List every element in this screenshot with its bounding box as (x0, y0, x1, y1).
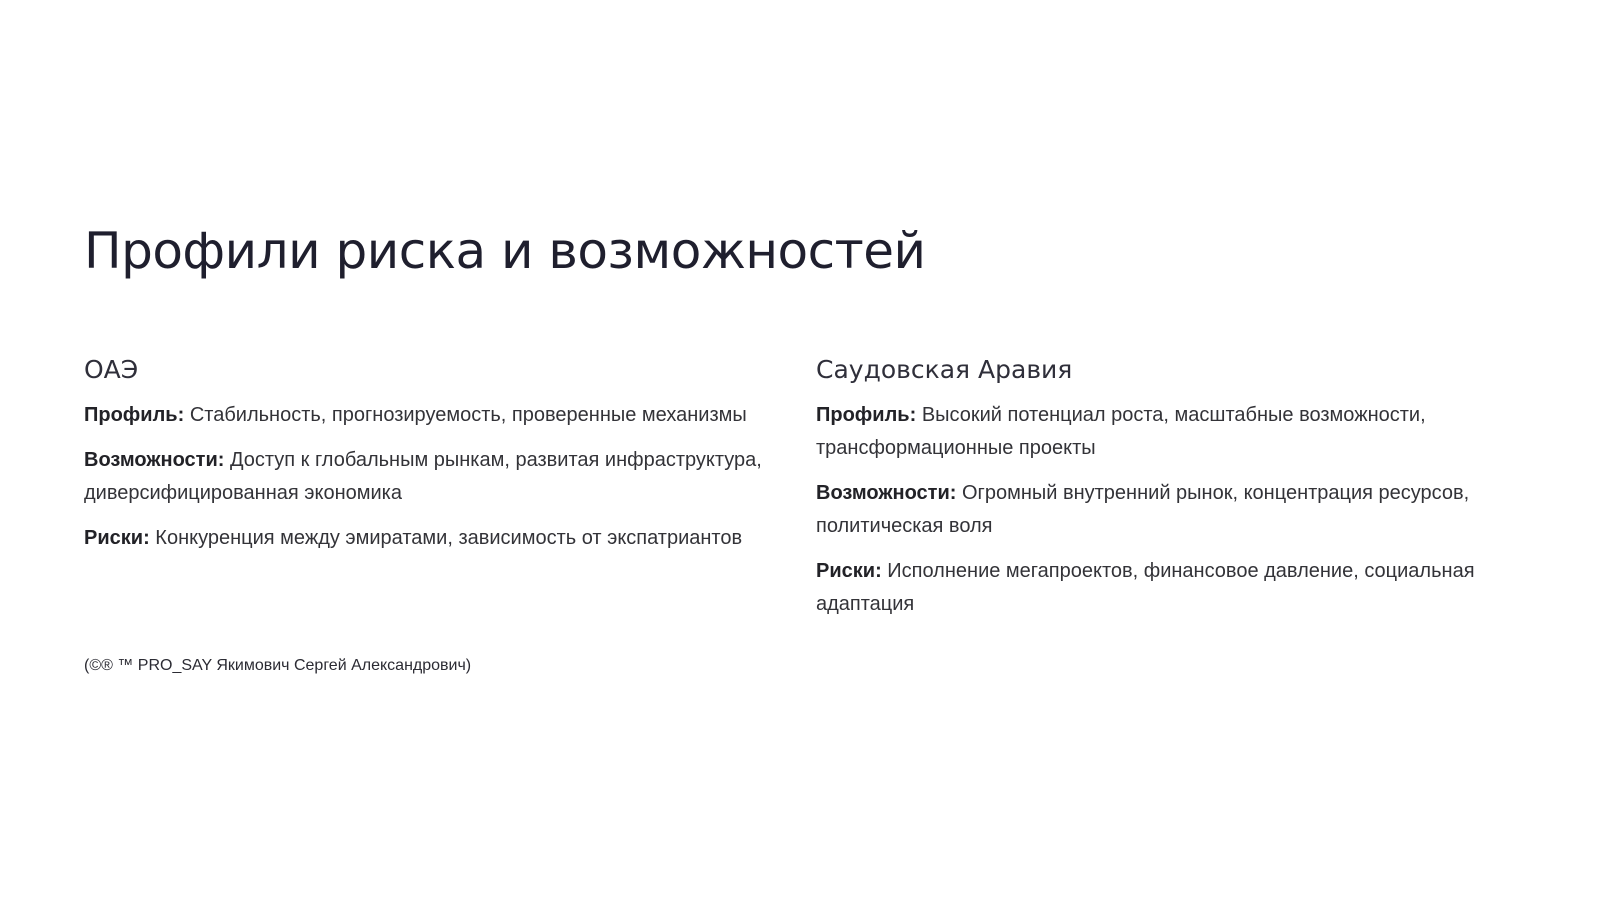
item-label: Профиль: (84, 404, 185, 426)
opportunities-item (84, 444, 784, 510)
slide (84, 0, 1524, 902)
page-title: Профили риска и возможностей (84, 222, 926, 280)
item-text: Высокий потенциал роста, масштабные возможности, трансформационные проекты (816, 404, 1426, 459)
item-label: Профиль: (816, 404, 917, 426)
item-text: Исполнение мегапроектов, финансовое давление, социальная адаптация (816, 560, 1475, 615)
item-label: Возможности: (84, 449, 225, 471)
item-text: Доступ к глобальным рынкам, развитая инфраструктура, диверсифицированная экономика (84, 449, 762, 504)
risks-item (816, 555, 1524, 621)
risks-item (84, 522, 784, 555)
item-text: Стабильность, прогнозируемость, проверенные механизмы (184, 404, 747, 426)
column-heading: ОАЭ (84, 355, 139, 384)
profile-item (84, 399, 784, 432)
column-heading: Саудовская Аравия (816, 355, 1073, 384)
copyright-note: (©® ™ PRO_SAY Якимович Сергей Александрович) (84, 657, 472, 674)
item-label: Риски: (84, 527, 150, 549)
opportunities-item (816, 477, 1524, 543)
item-label: Риски: (816, 560, 882, 582)
item-text: Конкуренция между эмиратами, зависимость от экспатриантов (149, 527, 743, 549)
item-text: Огромный внутренний рынок, концентрация ресурсов, политическая воля (816, 482, 1470, 537)
profile-item (816, 399, 1524, 465)
item-label: Возможности: (816, 482, 957, 504)
column-uae (84, 355, 784, 633)
column-saudi-arabia (816, 355, 1524, 633)
columns (84, 355, 1524, 633)
